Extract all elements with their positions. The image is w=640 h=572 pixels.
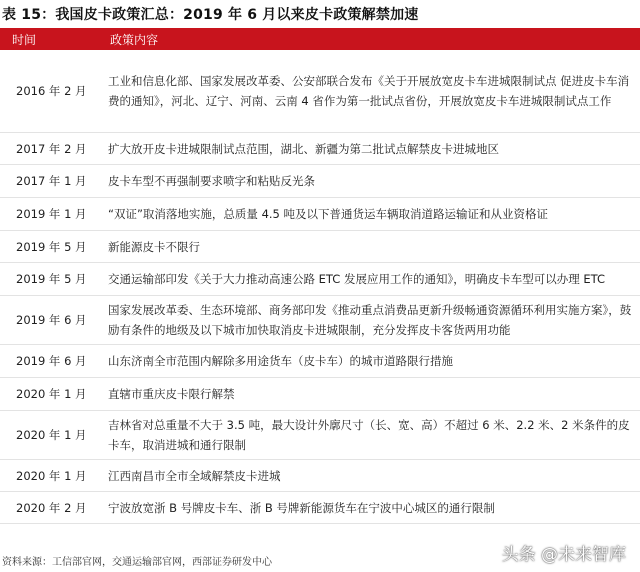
policy-table (0, 28, 640, 524)
row-time: 2019 年 6 月 (16, 354, 87, 368)
header-time: 时间 (12, 32, 37, 47)
table-header (0, 28, 640, 50)
row-time: 2020 年 1 月 (16, 428, 87, 442)
row-content: “双证”取消落地实施，总质量 4.5 吨及以下普通货运车辆取消道路运输证和从业资格证 (108, 207, 549, 221)
row-content: 新能源皮卡不限行 (108, 239, 200, 254)
table-row (0, 231, 640, 263)
table-row (0, 133, 640, 165)
table-row (0, 165, 640, 198)
header-content: 政策内容 (110, 32, 159, 47)
table-row (0, 378, 640, 411)
row-content: 皮卡车型不再强制要求喷字和粘贴反光条 (108, 174, 315, 188)
row-content: 国家发展改革委、生态环境部、商务部印发《推动重点消费品更新升级畅通资源循环利用实施方案》，鼓励有条件的地级及以下城市加快取消皮卡进城限制，充分发挥皮卡客货两用功能 (108, 303, 632, 337)
row-time: 2019 年 1 月 (16, 207, 87, 221)
row-time: 2017 年 2 月 (16, 141, 87, 156)
row-content: 工业和信息化部、国家发展改革委、公安部联合发布《关于开展放宽皮卡车进城限制试点 促进皮卡车消费的通知》，河北、辽宁、河南、云南 4 省作为第一批试点省份，开展放宽皮卡车进城限制试点工作 (108, 74, 630, 108)
table-row (0, 50, 640, 133)
table-row (0, 460, 640, 492)
row-content: 江西南昌市全市全域解禁皮卡进城 (108, 468, 281, 483)
row-time: 2017 年 1 月 (16, 174, 87, 188)
row-content: 吉林省对总重量不大于 3.5 吨，最大设计外廓尺寸（长、宽、高）不超过 6 米、2.2 米、2 米条件的皮卡车，取消进城和通行限制 (108, 418, 630, 452)
row-time: 2019 年 6 月 (16, 313, 87, 327)
table-row (0, 411, 640, 460)
row-time: 2019 年 5 月 (16, 272, 87, 286)
row-content: 交通运输部印发《关于大力推动高速公路 ETC 发展应用工作的通知》，明确皮卡车型可以办理 ETC (108, 272, 606, 286)
watermark: 头条 @未来智库 (501, 545, 626, 565)
table-row (0, 492, 640, 524)
row-time: 2016 年 2 月 (16, 84, 87, 98)
source-note: 资料来源：工信部官网，交通运输部官网，西部证券研发中心 (2, 557, 272, 568)
row-time: 2020 年 1 月 (16, 387, 87, 401)
row-content: 宁波放宽浙 B 号牌皮卡车、浙 B 号牌新能源货车在宁波中心城区的通行限制 (108, 500, 495, 515)
row-content: 直辖市重庆皮卡限行解禁 (108, 387, 235, 401)
row-content: 扩大放开皮卡进城限制试点范围，湖北、新疆为第二批试点解禁皮卡进城地区 (108, 141, 499, 156)
row-time: 2020 年 1 月 (16, 468, 87, 483)
row-content: 山东济南全市范围内解除多用途货车（皮卡车）的城市道路限行措施 (108, 354, 453, 368)
table-row (0, 198, 640, 231)
row-time: 2019 年 5 月 (16, 239, 87, 254)
table-title: 表 15：我国皮卡政策汇总：2019 年 6 月以来皮卡政策解禁加速 (2, 7, 419, 23)
table-row (0, 263, 640, 296)
table-row (0, 296, 640, 345)
table-row (0, 345, 640, 378)
row-time: 2020 年 2 月 (16, 500, 87, 515)
